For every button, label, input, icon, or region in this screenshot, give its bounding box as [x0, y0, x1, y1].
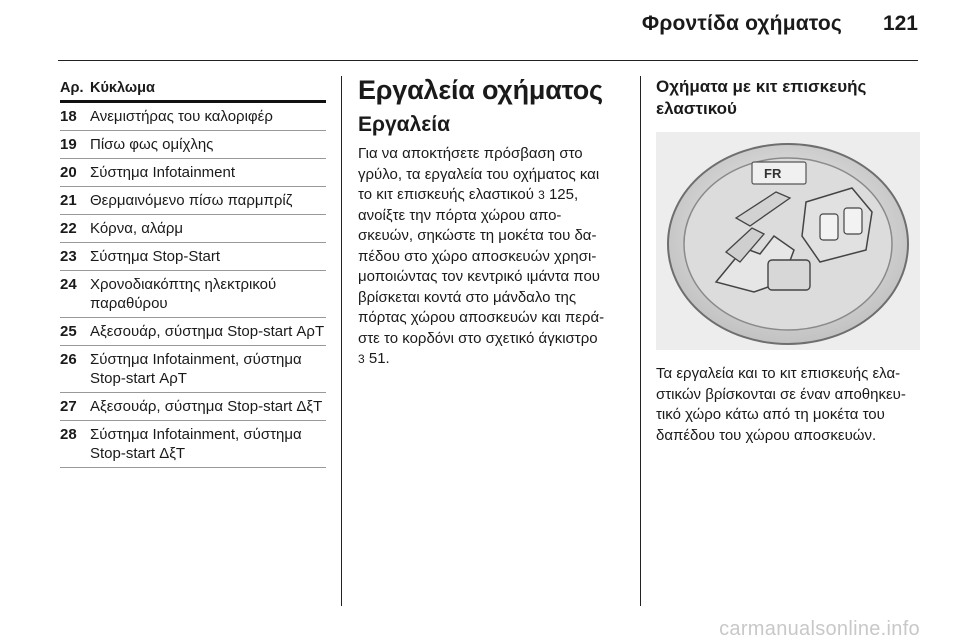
tools-body-text [358, 144, 626, 370]
fuse-number: 26 [60, 351, 77, 368]
column-divider-left [341, 76, 342, 606]
circuit-name: Σύστημα Infotainment, σύστημα Stop-start ΔξΤ [90, 426, 302, 462]
circuit-name: Σύστημα Stop-Start [90, 248, 221, 265]
circuit-name: Σύστημα Infotainment, σύστημα Stop-start ΑρΤ [90, 351, 302, 387]
fuse-number: 27 [60, 398, 77, 415]
circuit-name: Χρονοδιακόπτης ηλεκτρικού παραθύρου [90, 276, 277, 312]
illustration-caption: Τα εργαλεία και το κιτ επισκευής ελα- στικών βρίσκονται σε έναν αποθηκευ- τικό χώρο κάτω από τη μοκέτα του δαπέδου του χώρου αποσκευών. [656, 365, 906, 444]
section-title: Εργαλεία οχήματος [358, 75, 603, 105]
table-row [60, 215, 326, 243]
circuit-name: Αξεσουάρ, σύστημα Stop-start ΑρΤ [90, 323, 325, 340]
table-row [60, 318, 326, 346]
watermark: carmanualsonline.info [719, 618, 920, 640]
fuse-table-body [60, 103, 326, 468]
table-row [60, 103, 326, 131]
circuit-name: Αξεσουάρ, σύστημα Stop-start ΔξΤ [90, 398, 323, 415]
fuse-number: 18 [60, 108, 77, 125]
table-row [60, 271, 326, 318]
body-text-part: Για να αποκτήσετε πρόσβαση στο γρύλο, τα εργαλεία του οχήματος και το κιτ επισκευής ελαστικού [358, 145, 600, 203]
fuse-number: 23 [60, 248, 77, 265]
body-text-part: 125, ανοίξτε την πόρτα χώρου απο- σκευών, σηκώστε τη μοκέτα του δα- πέδου στο χώρο αποσκευών χρησι- μοποιώντας τον κεντρικό ιμάντα που βρίσκεται κοντά στο μάνδαλο της πόρτας χώρου αποσκευών και περά- στε το κορδόνι στο σχετικό άγκιστρο [358, 186, 605, 347]
table-row [60, 346, 326, 393]
cross-reference-icon[interactable]: 3 [538, 188, 545, 202]
tools-storage-illustration [656, 132, 920, 350]
subsection-title: Εργαλεία [358, 113, 450, 136]
table-row [60, 393, 326, 421]
circuit-name: Σύστημα Infotainment [90, 164, 236, 181]
fuse-table [60, 80, 326, 468]
column-header-circuit: Κύκλωμα [90, 80, 155, 96]
table-row [60, 187, 326, 215]
column-header-number: Αρ. [60, 80, 84, 96]
subsection-title: Οχήματα με κιτ επισκευής ελαστικού [656, 77, 867, 118]
fuse-number: 21 [60, 192, 77, 209]
table-row [60, 131, 326, 159]
body-text-part: 51. [364, 350, 390, 367]
fuse-number: 19 [60, 136, 77, 153]
table-row [60, 243, 326, 271]
tyre-repair-kit-section [656, 76, 924, 446]
fuse-number: 28 [60, 426, 77, 443]
circuit-name: Κόρνα, αλάρμ [90, 220, 183, 237]
page-header-title: Φροντίδα οχήματος [641, 12, 842, 35]
fuse-number: 24 [60, 276, 77, 293]
tools-storage-drawing [656, 132, 920, 350]
fuse-number: 20 [60, 164, 77, 181]
circuit-name: Πίσω φως ομίχλης [90, 136, 214, 153]
page-number: 121 [882, 12, 918, 35]
header-divider [58, 60, 918, 61]
circuit-name: Ανεμιστήρας του καλοριφέρ [90, 108, 273, 125]
vehicle-tools-section [358, 74, 626, 370]
fuse-number: 22 [60, 220, 77, 237]
cross-reference-icon[interactable]: 3 [358, 352, 365, 366]
illustration-label: FR [764, 166, 782, 181]
table-row [60, 159, 326, 187]
fuse-number: 25 [60, 323, 77, 340]
column-divider-right [640, 76, 641, 606]
table-row [60, 421, 326, 468]
fuse-table-header [60, 80, 326, 103]
circuit-name: Θερμαινόμενο πίσω παρμπρίζ [90, 192, 293, 209]
